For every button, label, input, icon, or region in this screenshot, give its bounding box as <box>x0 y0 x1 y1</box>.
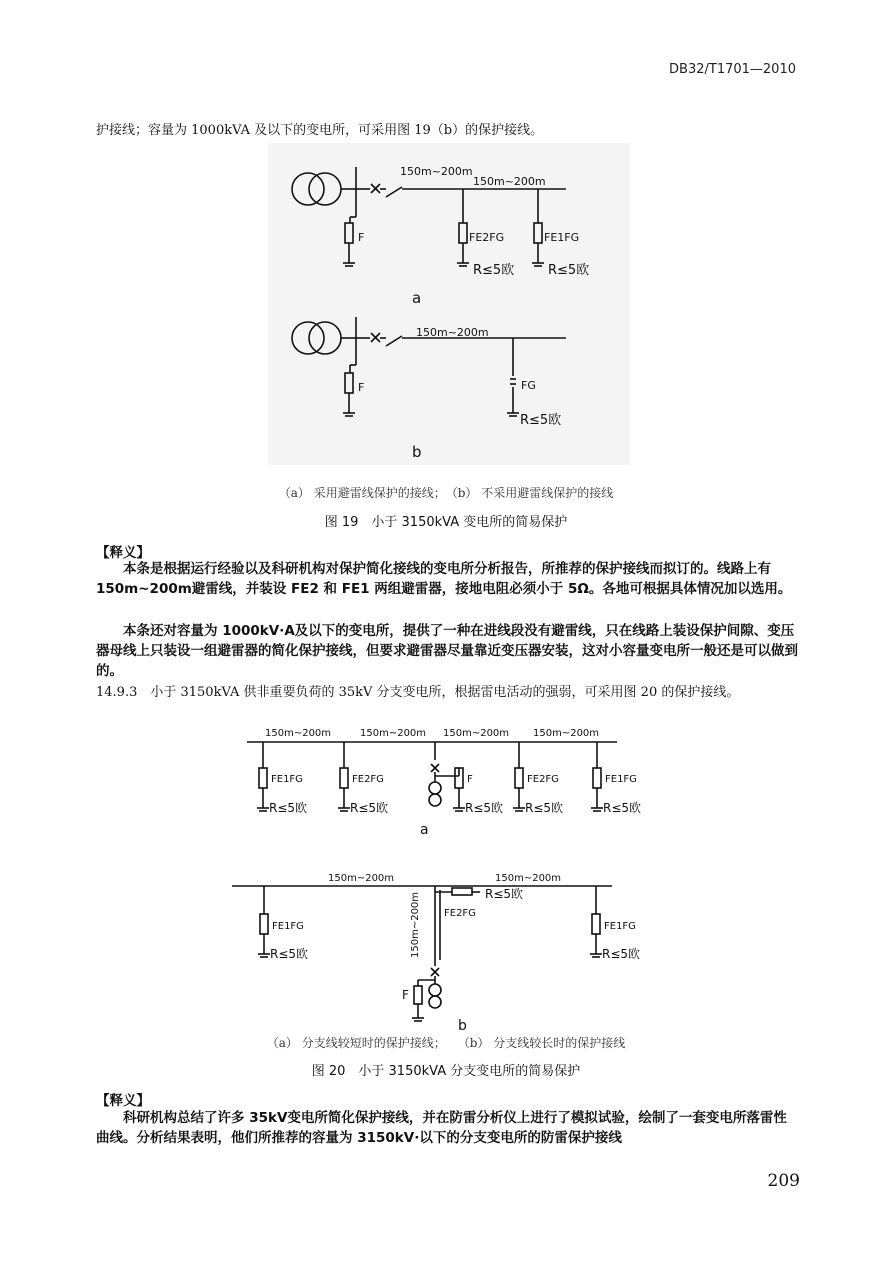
fig19a-arrester-fe2: FE2FG <box>469 231 505 244</box>
figure-19-title: 图 19 小于 3150kVA 变电所的简易保护 <box>324 515 568 530</box>
fig20a-span-2: 150m~200m <box>360 728 427 739</box>
fig20b-resistance-top: R≤5欧 <box>485 887 524 901</box>
fig20b-span-vertical: 150m~200m <box>410 891 421 958</box>
figure-19-caption: （a） 采用避雷线保护的接线； （b） 不采用避雷线保护的接线 <box>278 486 614 500</box>
fig20a-arrester-4: FE2FG <box>527 774 559 785</box>
fig19b-sublabel: b <box>412 443 422 461</box>
section-heading-2: 【释义】 <box>96 1093 150 1109</box>
fig20a-arrester-3: F <box>467 774 473 785</box>
fig20a-resistance-1: R≤5欧 <box>269 801 308 815</box>
fig20b-arrester-fe2: FE2FG <box>444 908 476 919</box>
figure-20-caption: （a） 分支线较短时的保护接线； （b） 分支线较长时的保护接线 <box>266 1036 626 1050</box>
figure-20-title: 图 20 小于 3150kVA 分支变电所的简易保护 <box>311 1064 581 1079</box>
fig20a-arrester-5: FE1FG <box>605 774 637 785</box>
fig19a-span2: 150m~200m <box>473 175 546 188</box>
fig20a-span-1: 150m~200m <box>265 728 332 739</box>
section-heading-1: 【释义】 <box>96 545 150 561</box>
fig19a-arrester-f: F <box>358 231 365 244</box>
fig20b-span-right: 150m~200m <box>495 873 562 884</box>
fig20a-sublabel: a <box>420 822 429 838</box>
intro-line: 护接线；容量为 1000kVA 及以下的变电所，可采用图 19（b）的保护接线。 <box>96 123 544 138</box>
fig20a-span-4: 150m~200m <box>533 728 600 739</box>
fig20b-span-left: 150m~200m <box>328 873 395 884</box>
fig19b-resistance: R≤5欧 <box>520 413 562 428</box>
explanation-paragraph-1: 本条是根据运行经验以及科研机构对保护简化接线的变电所分析报告，所推荐的保护接线而拟订的。线路上有 150m~200m避雷线，并装设 FE2 和 FE1 两组避雷器，接地电阻必须小于 5Ω。各地可根据具体情况加以选用。 <box>96 561 792 597</box>
fig20a-span-3: 150m~200m <box>443 728 510 739</box>
figure-20a-diagram <box>247 720 647 842</box>
fig19a-sublabel: a <box>412 289 422 307</box>
fig20b-arrester-fe1-left: FE1FG <box>272 921 304 932</box>
fig19a-arrester-fe1: FE1FG <box>544 231 580 244</box>
fig19b-arrester-f: F <box>358 381 365 394</box>
explanation-paragraph-2: 本条还对容量为 1000kV·A及以下的变电所，提供了一种在进线段没有避雷线，只在线路上装设保护间隙、变压器母线上只装设一组避雷器的简化保护接线，但要求避雷器尽量靠近变压器安装，这对小容量变电所一般还是可以做到的。 <box>96 623 798 679</box>
page-number: 209 <box>767 1171 800 1191</box>
fig19a-resistance-2: R≤5欧 <box>548 263 590 278</box>
fig20b-arrester-fe1-right: FE1FG <box>604 921 636 932</box>
fig20b-resistance-right: R≤5欧 <box>602 947 641 961</box>
fig19b-arrester-fg: FG <box>521 379 536 392</box>
fig20a-resistance-4: R≤5欧 <box>525 801 564 815</box>
fig20b-arrester-f: F <box>402 988 409 1002</box>
explanation-paragraph-3: 科研机构总结了许多 35kV变电所简化保护接线，并在防雷分析仪上进行了模拟试验，绘制了一套变电所落雷性曲线。分析结果表明，他们所推荐的容量为 3150kV·以下的分支变电所的防雷保护接线 <box>96 1110 787 1146</box>
figure-19-diagram <box>268 143 630 465</box>
fig20a-arrester-2: FE2FG <box>352 774 384 785</box>
fig20b-sublabel: b <box>458 1018 467 1032</box>
doc-code-header: DB32/T1701—2010 <box>669 62 796 77</box>
fig19a-resistance-1: R≤5欧 <box>473 263 515 278</box>
fig19b-span: 150m~200m <box>416 326 489 339</box>
fig20b-resistance-left: R≤5欧 <box>270 947 309 961</box>
fig20a-resistance-2: R≤5欧 <box>350 801 389 815</box>
figure-20b-diagram <box>230 868 650 1032</box>
fig20a-arrester-1: FE1FG <box>271 774 303 785</box>
fig19a-span1: 150m~200m <box>400 165 473 178</box>
clause-14-9-3: 14.9.3 小于 3150kVA 供非重要负荷的 35kV 分支变电所，根据雷电活动的强弱，可采用图 20 的保护接线。 <box>96 685 740 700</box>
fig20a-resistance-3: R≤5欧 <box>465 801 504 815</box>
fig20a-resistance-5: R≤5欧 <box>603 801 642 815</box>
